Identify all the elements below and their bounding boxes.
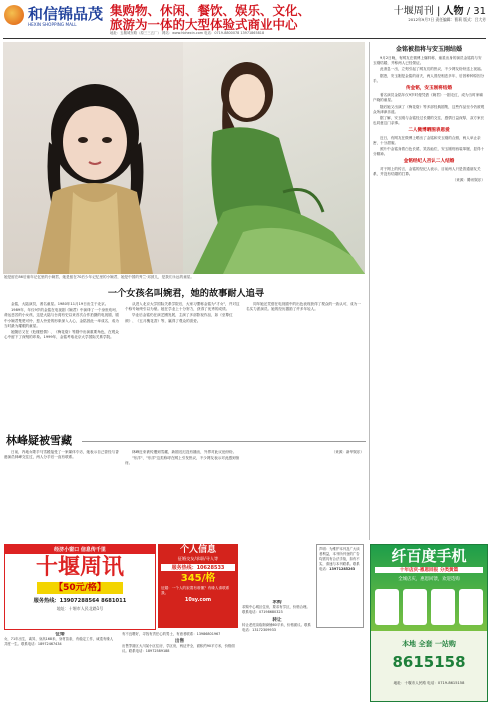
child-portrait-icon [3, 42, 183, 274]
classified-label-4: 转让 [272, 618, 282, 623]
page-number: 31 [473, 6, 486, 17]
classified-text-4: 转让老虎沟临街商铺60平米，价格面议。联系电话：13172309933 [242, 623, 311, 632]
ad-personal-site: 10sy.com [184, 597, 212, 603]
ad-shiyan-title: 十堰周讯 [35, 555, 124, 580]
classified-text-2: 出售茅箭区大川某小区住房，学区房，两证齐全，面积约90平方米，价格面议。联系电话：18972589188 [122, 644, 235, 653]
ad-shiyan-phones: 13907288564 8681011 [59, 598, 127, 604]
ad-personal-price: 345/格 [180, 573, 216, 584]
story1-col2 [125, 302, 241, 430]
child-photo [3, 42, 183, 274]
classifieds [4, 632, 237, 700]
sidebar-sub1-p2: 随后她又出演了《梅花烙》等多部经典剧集，这些作品至今仍被观众所津津乐道。 [373, 104, 485, 114]
sidebar-sub2-p2: 照片中金铭身着白色长裙，笑容灿烂，安玉刚则西装革履，显得十分精神。 [373, 147, 485, 157]
slogan-line1: 集购物、休闲、餐饮、娱乐、文化、 [110, 3, 311, 18]
paper-title-row: 十堰周刊 | 人物 / 31 [393, 6, 486, 17]
sidebar-sub2: 二人微博晒图表恩爱 [408, 128, 450, 134]
classified-label-0: 征婚 [55, 632, 65, 637]
ad-personal-title: 个人信息 [179, 545, 216, 555]
classified-text-0: 女，71年出生，离异，身高168米，身材苗条，有稳定工作，诚觅有缘人共度一生。联系电话：18972467434 [4, 637, 114, 646]
ad-personal-info [158, 544, 238, 628]
sidebar-sub3: 金铭经纪人否认二人结婚 [403, 159, 455, 165]
story2-source: （来源：新华娱乐） [331, 450, 364, 454]
classified-label-3: 求购 [272, 600, 282, 605]
sidebar-divider [369, 42, 370, 540]
story1-p5: 毕业后金铭仍在演艺圈发展，主演了多部影视作品，如《至尊红颜》、《五月槐花香》等，赢得了观众的喜爱。 [125, 313, 233, 323]
story2-p3: "东洋"、"东洋"这类称呼在网上引发热议，不少网友表示对此感到惊讶。 [125, 456, 240, 466]
masthead-divider [3, 38, 486, 39]
ad-shiyan-address: 地址：十堰市人民北路1号 [56, 606, 104, 611]
story2-col1 [4, 450, 120, 542]
ad-notice-phone: 13971285263 [329, 567, 356, 571]
story1-p2: 1989年，年仅9岁的金铭在电视剧《婉君》中演绎了一个身世坎坷、命运悲苦的小女孩，这是大陆与台湾有史以来首次合作拍摄的电视剧，剧中小婉君楚楚可怜、惹人怜爱的形象深入人心，金铭因此一举成名，成为当时最为耀眼的童星。 [4, 308, 120, 328]
logo-cn: 和信锦品茂 [28, 5, 104, 23]
ad-phone-title: 纤百度手机 [391, 547, 467, 565]
ad-shiyan-weekly [4, 544, 156, 630]
phone-thumb-icon [459, 589, 483, 625]
story2-p1: 日前，内地女歌手马雪媛接受了一家媒体专访，她表示自己曾经与香港演员林峰交往过，两人分手后一直有联系。 [4, 450, 119, 460]
ad-phone-slogan-mid: 全套 [418, 640, 433, 648]
photo-strip [3, 42, 365, 274]
headline-main: 一个女孩名叫婉君，她的故事耐人追寻 [107, 288, 265, 299]
story1-p1: 金铭，大陆演员，著名童星。1980年11月19日出生于北京。 [11, 302, 109, 306]
classified-text-3: 求购中心城区住房，要求有学区，价格合理。联系电话：07198680323 [242, 605, 310, 614]
photo-caption: 她是留在86后童年记忆里的小婉君，她是留在70后少年记忆里的小婉君，她是中国的秀兰·邓波儿，是我们永远的童星。 [4, 275, 194, 279]
ad-phone-store [370, 544, 488, 702]
ad-phone-slogan [375, 639, 483, 649]
logo [4, 3, 104, 35]
ad-shiyan-price: 【50元/格】 [37, 582, 123, 594]
headline-lawsuit: 林峰疑被雪藏 [6, 434, 72, 447]
paper-title: 十堰周刊 [393, 6, 434, 17]
ad-phone-slogan-right: 一站购 [434, 640, 456, 648]
story2-p2: 林峰近来被传遭到雪藏，新剧迟迟没有播出，外界对此议论纷纷。 [132, 450, 237, 454]
ad-phone-grid [375, 589, 483, 627]
phone-thumb-icon [431, 589, 455, 625]
ad-phone-subtitle: 十年店庆·惠恩回报 分类黄篇 [375, 567, 483, 573]
classified-label-2: 出售 [174, 639, 185, 644]
ad-personal-hotline: 服务热线：10628533 [161, 564, 235, 571]
adult-photo [183, 42, 365, 274]
sidebar-p2: 此消息一出，立刻引起了网友们的热议，不少网友纷纷送上祝福。 [380, 67, 485, 72]
sidebar-sub3-p2: （来源：腾讯娱乐） [452, 178, 485, 183]
story1-col1 [4, 302, 120, 430]
mall-info: 地址：五堰城东路（原三三五厂） 网站：www.hbhexin.com 电话：0719-8800078 13971865818 [110, 31, 265, 35]
classified-col3 [242, 600, 312, 700]
phone-thumb-icon [375, 589, 399, 625]
phone-thumb-icon [403, 589, 427, 625]
sidebar-p3: 据悉，安玉刚是金铭的前夫，两人曾经相恋多年，后因种种原因分手。 [373, 73, 485, 83]
ad-phone-footer: 地址：十堰市人民路 电话：0719-8615158 [393, 681, 465, 685]
sidebar-p1: 9月2日晚，有网友在微博上爆料称，童星出身的演员金铭将与安玉刚结婚，并称两人已经领证。 [373, 56, 482, 66]
ad-shiyan-phone-label: 服务热线： [33, 598, 60, 604]
adult-portrait-icon [183, 42, 365, 274]
logo-en: HEXIN SHOPPING MALL [28, 22, 77, 27]
slogan-line2: 旅游为一体的大型体验式商业中心 [110, 17, 298, 32]
ad-phone-body1: 全城店庆，惠恩回馈，欢迎选购 [398, 577, 460, 582]
sidebar-sub3-p1: 对于网上的传言，金铭的经纪人表示，目前两人只是普通朋友关系，并没有结婚的打算。 [373, 166, 481, 176]
classified-col1 [4, 632, 116, 647]
classified-text-1: 有不良嗜好，寻找有责任心的男士，有意者联系：13986801967 [122, 632, 221, 636]
story2-col3 [246, 450, 364, 542]
ad-notice [316, 544, 364, 628]
ad-personal-body: 征婚：一个人的寂寞有谁懂？有缘人请联系我。 [161, 586, 230, 595]
sidebar-sub1-p3: 据了解，安玉刚与金铭经过长期的交往，感情日益深厚，双方家长也同意这门亲事。 [373, 116, 485, 126]
logo-mark-icon [4, 5, 24, 25]
sidebar-sub2-p1: 近日，有网友在微博上晒出了金铭和安玉刚的合照，两人举止亲密，十分甜蜜。 [373, 135, 481, 145]
story1-p6: 同年她还凭借在电视剧中的出色表现获得了观众的一致认可，成为一名实力派演员。她的经历激励了许多年轻人。 [246, 302, 361, 312]
ad-phone-big-number: 8615158 [392, 653, 466, 671]
story1-p3: 她随后又在《危楼愁情》、《梅花烙》等剧中出演重要角色，在观众心中留下了深刻的印象。1999年，金铭考取北京大学国际关系学院。 [4, 330, 119, 340]
story1-col3 [246, 302, 364, 430]
ad-personal-subtitle: 征婚交友/求职/寻人等 [177, 556, 219, 561]
masthead [0, 0, 489, 38]
sidebar-sub1-p1: 著名演员金铭年仅9岁时便凭借《婉君》一剧走红，成为当时家喻户晓的童星。 [373, 93, 483, 103]
ad-notice-body: 声明：为维护本刊及广大读者利益，本刊所刊登的广告均需具有合法手续，如有不实，请速与本刊联系。联系电话： [319, 547, 360, 571]
ad-phone-slogan-left: 本地 [402, 640, 417, 648]
section-name: 人物 [443, 6, 464, 17]
sidebar-sub1: 传金铭，安玉刚将结婚 [406, 86, 452, 92]
ad-shiyan-top: 经济小窗口 信息传千里 [5, 545, 155, 554]
story2-col2 [125, 450, 241, 542]
classified-col2 [122, 632, 237, 654]
story1-p4: 从进入北京大学国际关系学院后，大家习惯称金铭为"才女"，并对这个称号始终引以为豪。她在学业上十分努力，获得了优秀的成绩。 [125, 302, 240, 312]
date-editor: 2012年9月7日 责任编辑：曹莉 版式：吕大芳 [408, 17, 486, 22]
headline2-rule [82, 441, 366, 442]
sidebar [373, 44, 485, 540]
sidebar-title: 金铭被指将与安玉刚结婚 [395, 46, 462, 53]
